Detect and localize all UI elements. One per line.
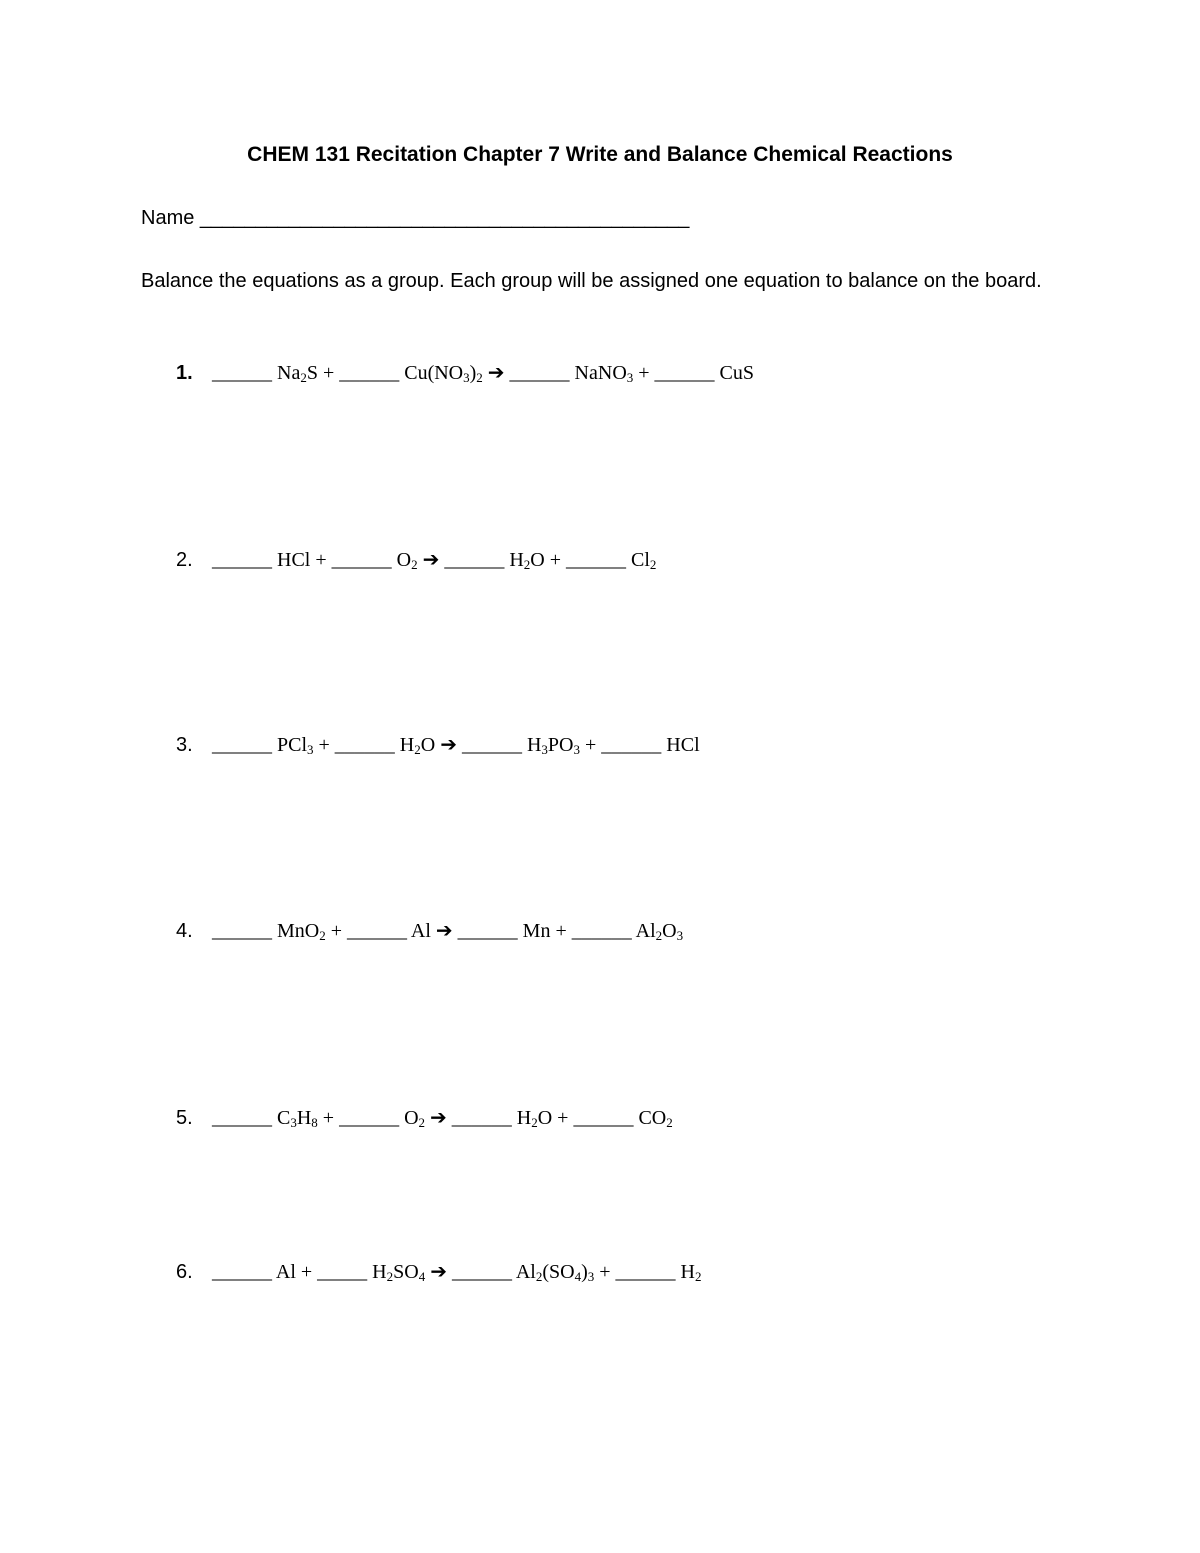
equation-6 xyxy=(176,1257,702,1287)
equation-number: 3. xyxy=(176,734,193,756)
equation-formula: ______ $C_3H_8$ + ______ $O_2$ ➔ ______ $H_2O$ + ______ $CO_2$ xyxy=(212,1107,673,1130)
equation-formula: ______ PCl$_3$ + ______ $H_2O$ ➔ ______ $H_3PO_3$ + ______ HCl xyxy=(212,734,700,757)
equation-5 xyxy=(176,1103,673,1133)
equation-number: 6. xyxy=(176,1261,193,1283)
equation-number: 4. xyxy=(176,920,193,942)
equation-2 xyxy=(176,545,656,575)
page-title: CHEM 131 Recitation Chapter 7 Write and Balance Chemical Reactions xyxy=(247,143,953,166)
equation-number: 5. xyxy=(176,1107,193,1129)
equation-formula: ______ Al + _____ $H_2SO_4$ ➔ ______ $Al_2(SO_4)_3$ + ______ $H_2$ xyxy=(212,1261,702,1284)
name-field-line: Name ____________________________________________ xyxy=(141,207,690,229)
equation-4 xyxy=(176,916,683,946)
equation-number: 2. xyxy=(176,549,193,571)
equation-number: 1. xyxy=(176,362,193,384)
equation-formula: ______ HCl + ______ $O_2$ ➔ ______ $H_2O$ + ______ $Cl_2$ xyxy=(212,549,657,572)
instructions-text: Balance the equations as a group. Each group will be assigned one equation to balance on the board. xyxy=(141,270,1042,292)
equation-formula: ______ $Na_2S$ + ______ $Cu(NO_3)_2$ ➔ ______ NaNO$_3$ + ______ CuS xyxy=(212,362,755,385)
equation-3 xyxy=(176,730,700,760)
equation-1 xyxy=(176,358,754,388)
equation-formula: ______ MnO$_2$ + ______ Al ➔ ______ Mn + ______ $Al_2O_3$ xyxy=(212,920,684,943)
